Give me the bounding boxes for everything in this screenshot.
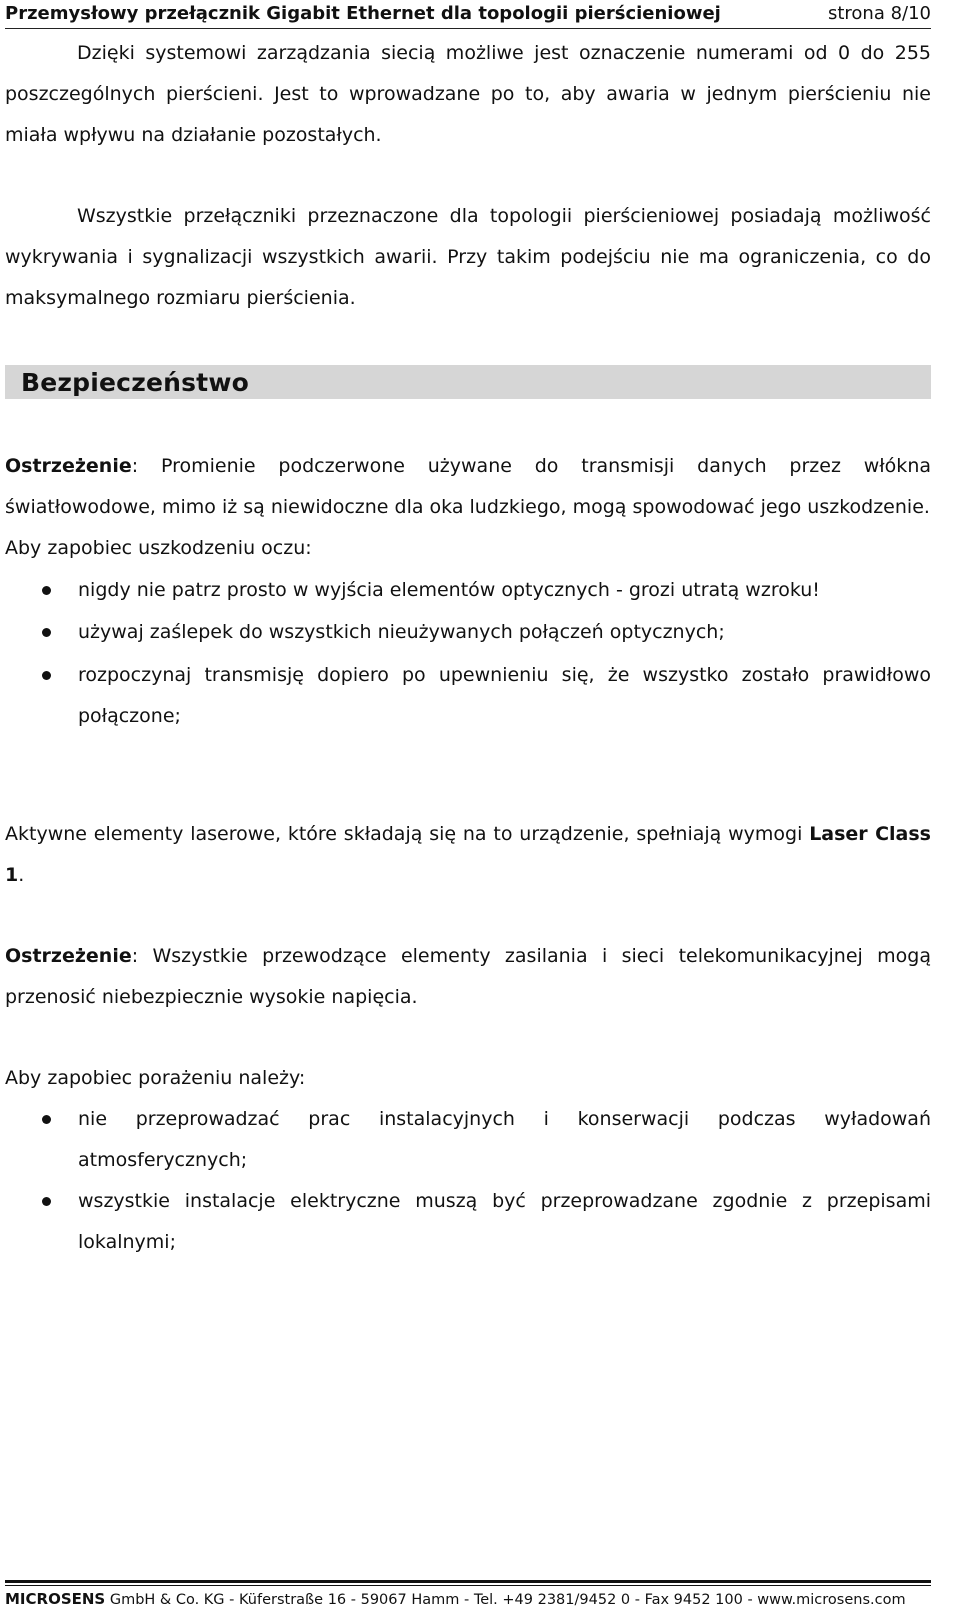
warning-infrared (5, 446, 931, 737)
section-title: Bezpieczeństwo (21, 367, 250, 397)
warning-label: Ostrzeżenie (5, 945, 132, 967)
laser-end: . (18, 864, 25, 886)
warning-voltage-text (5, 936, 931, 1018)
bullet-icon (42, 628, 51, 637)
intro-text-2: Wszystkie przełączniki przeznaczone dla topologii pierścieniowej posiadają możliwość wykrywania i sygnalizacji wszystkich awarii. Przy takim podejściu nie ma ograniczenia, co do maksymalnego rozmiaru pierścienia. (5, 205, 931, 309)
bullet-icon (42, 671, 51, 680)
header-title: Przemysłowy przełącznik Gigabit Ethernet dla topologii pierścieniowej (5, 2, 721, 24)
page-number: strona 8/10 (827, 2, 931, 24)
document-page (5, 0, 931, 1613)
page-header (5, 0, 931, 26)
section-heading-bar (5, 365, 931, 399)
footer-brand: MICROSENS (5, 1590, 106, 1608)
shock-prevention-list (5, 1099, 931, 1263)
eye-lead: Aby zapobiec uszkodzeniu oczu: (5, 537, 312, 559)
shock-prevention (5, 1058, 931, 1263)
warning-infrared-text (5, 446, 931, 528)
intro-text-1: Dzięki systemowi zarządzania siecią możliwe jest oznaczenie numerami od 0 do 255 poszczególnych pierścieni. Jest to wprowadzane po to, aby awaria w jednym pierścieniu nie miała wpływu na działanie pozostałych. (5, 42, 931, 146)
laser-class-paragraph (5, 814, 931, 896)
eye-protection-list (5, 570, 931, 737)
list-item (5, 1099, 931, 1181)
bullet-icon (42, 586, 51, 595)
shock-lead: Aby zapobiec porażeniu należy: (5, 1067, 306, 1089)
laser-text (5, 814, 931, 896)
laser-body: Aktywne elementy laserowe, które składają się na to urządzenie, spełniają wymogi (5, 823, 810, 845)
intro-paragraph-2 (5, 196, 931, 319)
list-item (5, 612, 931, 653)
warning-voltage (5, 936, 931, 1018)
footer-address: GmbH & Co. KG - Küferstraße 16 - 59067 Hamm - Tel. +49 2381/9452 0 - Fax 9452 100 - www.microsens.com (105, 1592, 906, 1608)
list-item-text: wszystkie instalacje elektryczne muszą być przeprowadzane zgodnie z przepisami lokalnymi; (78, 1190, 931, 1253)
list-item (5, 570, 931, 611)
list-item-text: używaj zaślepek do wszystkich nieużywanych połączeń optycznych; (78, 621, 725, 643)
footer-divider-thin (5, 1585, 931, 1586)
bullet-icon (42, 1115, 51, 1124)
warning-body: : Wszystkie przewodzące elementy zasilania i sieci telekomunikacyjnej mogą przenosić niebezpiecznie wysokie napięcia. (5, 945, 931, 1008)
warning-label: Ostrzeżenie (5, 455, 132, 477)
page-footer (5, 1590, 931, 1608)
list-item (5, 655, 931, 737)
list-item-text: nie przeprowadzać prac instalacyjnych i konserwacji podczas wyładowań atmosferycznych; (78, 1108, 931, 1171)
list-item (5, 1181, 931, 1263)
warning-body: : Promienie podczerwone używane do transmisji danych przez włókna światłowodowe, mimo iż są niewidoczne dla oka ludzkiego, mogą spowodować jego uszkodzenie. (5, 455, 931, 518)
footer-divider (5, 1580, 931, 1583)
intro-paragraph-1 (5, 33, 931, 156)
laser-class-label: Laser Class 1 (5, 823, 931, 886)
list-item-text: nigdy nie patrz prosto w wyjścia elementów optycznych - grozi utratą wzroku! (78, 579, 820, 601)
header-divider (5, 28, 931, 29)
bullet-icon (42, 1197, 51, 1206)
list-item-text: rozpoczynaj transmisję dopiero po upewnieniu się, że wszystko zostało prawidłowo połączone; (78, 664, 931, 727)
